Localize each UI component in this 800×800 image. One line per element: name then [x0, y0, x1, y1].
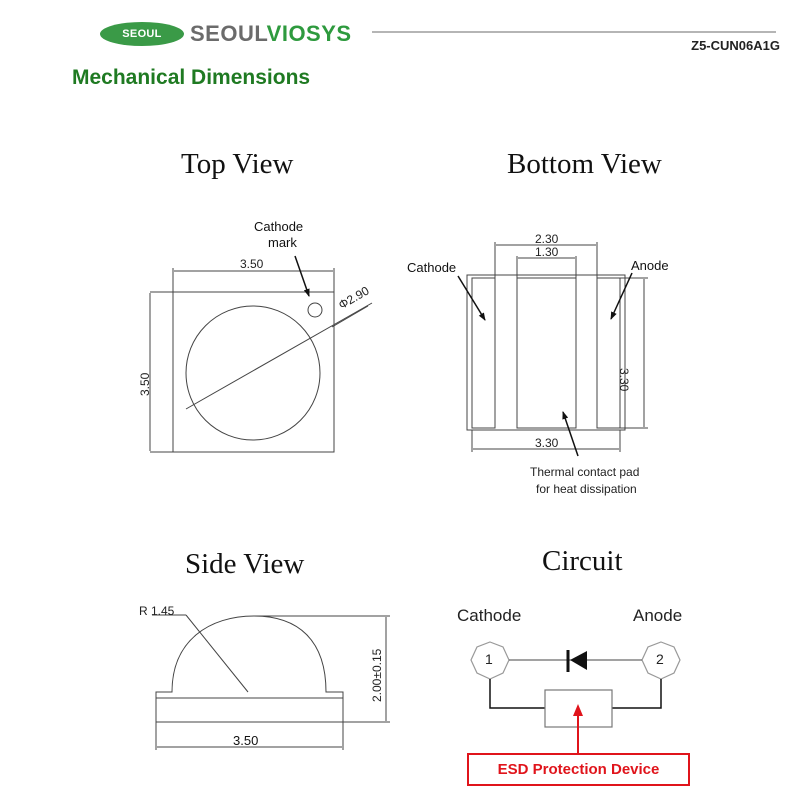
logo-badge-text: SEOUL [122, 28, 162, 40]
radius-dim: R 1.45 [139, 604, 175, 618]
cathode-mark-label-line2: mark [268, 235, 297, 250]
circuit-cathode-label: Cathode [457, 606, 522, 625]
thermal-pad-label-line1: Thermal contact pad [530, 465, 640, 479]
pin2-label: 2 [656, 651, 664, 667]
section-title: Mechanical Dimensions [72, 66, 311, 89]
bottom-height-dim: 3.30 [617, 368, 631, 392]
diode-icon [570, 651, 587, 670]
pin1-label: 1 [485, 651, 493, 667]
circuit-drawing [471, 642, 680, 753]
bottom-cathode-label: Cathode [407, 260, 457, 275]
circuit-anode-label: Anode [633, 606, 683, 625]
top-height-dim-text: 3.50 [138, 372, 152, 396]
brand-part1: SEOUL [190, 21, 267, 46]
side-height-dim: 2.00±0.15 [370, 648, 384, 702]
part-number: Z5-CUN06A1G [691, 38, 780, 53]
bottom-width-dim: 3.30 [535, 436, 559, 450]
cathode-mark-label-line1: Cathode [254, 219, 304, 234]
side-view-title: Side View [185, 548, 305, 580]
bottom-view-title: Bottom View [507, 148, 662, 180]
esd-protection-label: ESD Protection Device [467, 753, 690, 786]
thermal-pad-label-line2: for heat dissipation [536, 482, 637, 496]
top-view-title: Top View [181, 148, 294, 180]
top-width-dim: 3.50 [240, 257, 264, 271]
bottom-view-drawing [458, 242, 648, 456]
side-width-dim: 3.50 [233, 733, 259, 748]
side-view-drawing [152, 615, 390, 750]
top-view-drawing [150, 256, 372, 452]
inner-pad-dim: 1.30 [535, 245, 559, 259]
circuit-title: Circuit [542, 545, 623, 577]
diameter-dim: Φ2.90 [336, 283, 372, 313]
brand-part2: VIOSYS [266, 21, 352, 46]
bottom-anode-label: Anode [631, 258, 669, 273]
outer-span-dim: 2.30 [535, 232, 559, 246]
